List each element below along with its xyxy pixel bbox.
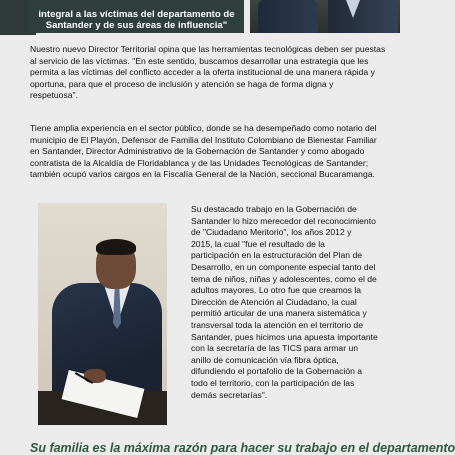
- paragraph-line: oportuna, para que el proceso de inclusión y atención se haga de forma digna y: [30, 78, 334, 89]
- paragraph-experience: [30, 123, 377, 181]
- paragraph-line: respetuosa".: [30, 90, 78, 101]
- paragraph-line: también ocupó varios cargos en la Fiscalía General de la Nación, seccional Bucaramanga.: [30, 169, 375, 180]
- paragraph-line: participación en la estructuración del Plan de: [191, 250, 363, 261]
- section-heading: Su familia es la máxima razón para hacer su trabajo en el departamento: [30, 441, 455, 455]
- paragraph-line: anillo de comunicación vía fibra óptica,: [191, 354, 339, 365]
- banner-photo-person-right: [328, 0, 398, 33]
- paragraph-line: adultos mayores. Lo otro fue que creamos la: [191, 285, 362, 296]
- paragraph-line: al servicio de las víctimas. "En este sentido, buscamos desarrollar una estrategia que les: [30, 55, 369, 66]
- header-banner: [0, 0, 400, 35]
- banner-title-box: [29, 0, 244, 33]
- paragraph-line: Santander lo hizo merecedor del reconocimiento: [191, 215, 376, 226]
- paragraph-line: Dirección de Atención al Ciudadano, la cual: [191, 296, 357, 307]
- paragraph-line: Santander, pues hicimos una apuesta importante: [191, 331, 378, 342]
- paragraph-line: demás secretarías".: [191, 389, 268, 400]
- paragraph-line: de "Ciudadano Meritorio", los años 2012 y: [191, 227, 352, 238]
- banner-photo-person-left: [258, 0, 318, 33]
- paragraph-line: difundiendo el portafolio de la Gobernación a: [191, 366, 363, 377]
- banner-title-line-2: Santander y de sus áreas de influencia": [45, 20, 228, 31]
- paragraph-line: con la secretaría de las TICS para armar un: [191, 343, 359, 354]
- paragraph-line: permita a las víctimas del conflicto acceder a la oferta institucional de una manera rápida y: [30, 67, 375, 78]
- paragraph-line: Tiene amplia experiencia en el sector público, donde se ha desempeñado como notario del: [30, 123, 377, 133]
- paragraph-line: en Santander, Director Administrativo de la Gobernación de Santander y como abogado: [30, 146, 365, 157]
- paragraph-line: Desarrollo, en un componente especial tanto del: [191, 261, 376, 272]
- paragraph-line: Su destacado trabajo en la Gobernación de: [191, 204, 357, 214]
- paragraph-line: Nuestro nuevo Director Territorial opina que las herramientas tecnológicas deben ser puestas: [30, 44, 386, 54]
- banner-title-line-1: integral a las víctimas del departamento de: [38, 9, 235, 20]
- paragraph-line: todo el territorio, con la participación de las: [191, 377, 355, 388]
- paragraph-line: municipio de El Playón, Defensor de Familia del Instituto Colombiano de Bienestar Familiar: [30, 134, 377, 145]
- paragraph-line: tema de niños, niñas y adolescentes, como el de: [191, 273, 377, 284]
- photo-hair: [96, 239, 136, 255]
- paragraph-line: 2015, la cual "fue el resultado de la: [191, 238, 325, 249]
- paragraph-recognition: [191, 204, 381, 401]
- paragraph-intro: [30, 44, 386, 102]
- banner-photo: [250, 0, 400, 33]
- paragraph-line: contratista de la Alcaldía de Floridablanca y de las Unidades Tecnológicas de Santander;: [30, 157, 369, 168]
- director-signing-photo: [38, 203, 167, 425]
- paragraph-line: permitió articular de una manera sistemática y: [191, 308, 367, 319]
- paragraph-line: transversal toda la atención en el territorio de: [191, 319, 363, 330]
